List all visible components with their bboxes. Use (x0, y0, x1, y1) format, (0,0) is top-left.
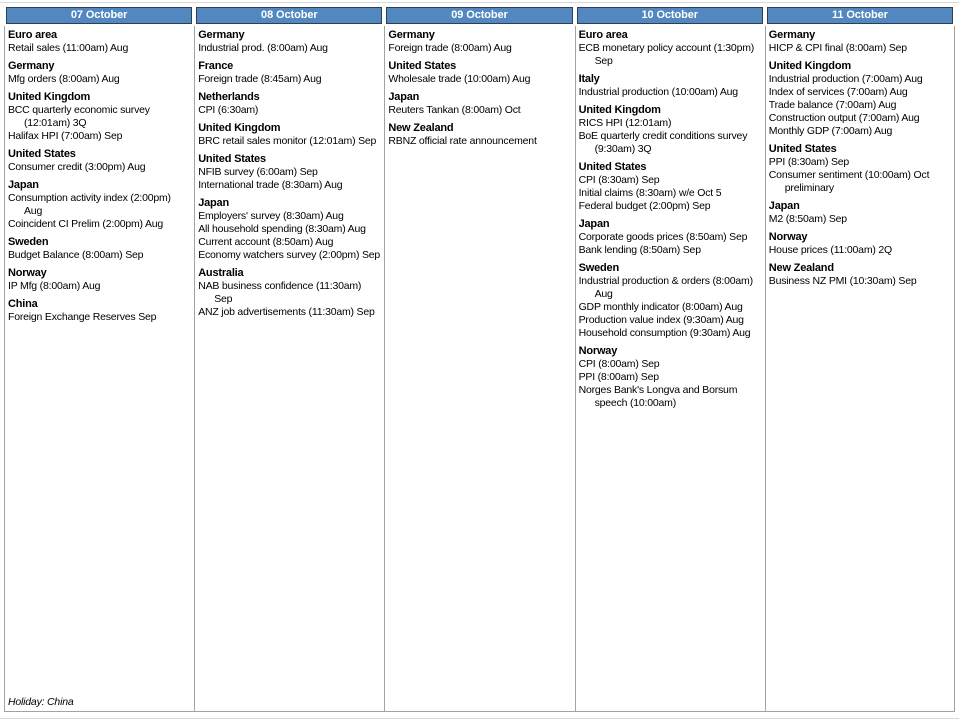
country-heading: Japan (8, 179, 39, 191)
day-header: 09 October (386, 7, 572, 24)
country-heading: Germany (768, 29, 816, 41)
day-column (384, 7, 574, 712)
country-group (769, 226, 950, 257)
event-item: HICP & CPI final (8:00am) Sep (768, 42, 907, 54)
country-heading: France (198, 60, 234, 72)
country-group (8, 27, 190, 55)
country-group (198, 27, 380, 55)
country-group (769, 195, 950, 226)
event-item: Federal budget (2:00pm) Sep (578, 200, 711, 212)
event-item: CPI (8:00am) Sep (578, 358, 660, 370)
event-item: Trade balance (7:00am) Aug (768, 99, 897, 111)
country-group (8, 86, 190, 143)
event-item: House prices (11:00am) 2Q (768, 244, 892, 256)
country-group (388, 55, 570, 86)
country-heading: Germany (388, 29, 435, 41)
event-item: Construction output (7:00am) Aug (768, 112, 920, 124)
event-item: ECB monetary policy account (1:30pm) Sep (578, 42, 755, 67)
event-item: Bank lending (8:50am) Sep (578, 244, 701, 256)
day-header: 08 October (196, 7, 382, 24)
country-heading: United States (388, 60, 457, 72)
event-item: CPI (6:30am) (198, 104, 259, 116)
event-item: BoE quarterly credit conditions survey (9:30am) 3Q (578, 130, 748, 155)
event-item: BCC quarterly economic survey (12:01am) 3Q (8, 104, 150, 129)
country-group (198, 55, 380, 86)
country-heading: New Zealand (388, 122, 454, 134)
calendar-grid (4, 7, 955, 712)
event-item: Initial claims (8:30am) w/e Oct 5 (578, 187, 722, 199)
country-group (579, 213, 761, 257)
event-item: Industrial production (7:00am) Aug (768, 73, 923, 85)
event-item: Consumer credit (3:00pm) Aug (8, 161, 146, 173)
day-events-cell (575, 26, 765, 712)
country-group (198, 148, 380, 192)
country-group (769, 138, 950, 195)
event-item: Foreign Exchange Reserves Sep (8, 311, 157, 323)
event-item: BRC retail sales monitor (12:01am) Sep (198, 135, 377, 147)
country-group (579, 257, 761, 340)
holiday-note: Holiday: China (8, 696, 74, 708)
country-group (579, 156, 761, 213)
day-events-cell (194, 26, 384, 712)
event-item: Budget Balance (8:00am) Sep (8, 249, 144, 261)
country-heading: Japan (578, 218, 610, 230)
country-group (8, 174, 190, 231)
country-group (769, 257, 950, 288)
event-item: Corporate goods prices (8:50am) Sep (578, 231, 748, 243)
event-item: ANZ job advertisements (11:30am) Sep (198, 306, 375, 318)
event-item: Foreign trade (8:00am) Aug (388, 42, 512, 54)
event-item: PPI (8:00am) Sep (578, 371, 659, 383)
event-item: Consumption activity index (2:00pm) Aug (8, 192, 171, 217)
day-events-cell (4, 26, 194, 712)
country-group (198, 192, 380, 262)
day-header: 11 October (767, 7, 953, 24)
country-group (579, 99, 761, 156)
country-heading: United Kingdom (578, 104, 661, 116)
event-item: Employers' survey (8:30am) Aug (198, 210, 344, 222)
event-item: Consumer sentiment (10:00am) Oct preliminary (768, 169, 930, 194)
country-heading: Japan (388, 91, 420, 103)
country-group (388, 86, 570, 117)
event-item: Household consumption (9:30am) Aug (578, 327, 751, 339)
event-item: Industrial production (10:00am) Aug (578, 86, 738, 98)
event-item: Production value index (9:30am) Aug (578, 314, 744, 326)
country-heading: United States (8, 148, 76, 160)
event-item: M2 (8:50am) Sep (768, 213, 847, 225)
country-heading: Euro area (578, 29, 628, 41)
country-heading: Germany (8, 60, 55, 72)
event-item: Reuters Tankan (8:00am) Oct (388, 104, 521, 116)
day-events-cell (765, 26, 955, 712)
country-group (198, 262, 380, 319)
country-group (8, 231, 190, 262)
country-heading: Sweden (8, 236, 49, 248)
country-group (769, 27, 950, 55)
event-item: Business NZ PMI (10:30am) Sep (768, 275, 917, 287)
country-group (388, 117, 570, 148)
event-item: Mfg orders (8:00am) Aug (8, 73, 120, 85)
event-item: Foreign trade (8:45am) Aug (198, 73, 322, 85)
country-heading: China (8, 298, 38, 310)
country-group (8, 262, 190, 293)
country-heading: Norway (8, 267, 47, 279)
country-heading: Japan (768, 200, 800, 212)
event-item: Wholesale trade (10:00am) Aug (388, 73, 531, 85)
country-heading: Australia (198, 267, 244, 279)
event-item: RICS HPI (12:01am) (578, 117, 672, 129)
event-item: GDP monthly indicator (8:00am) Aug (578, 301, 743, 313)
country-heading: Sweden (578, 262, 619, 274)
event-item: Economy watchers survey (2:00pm) Sep (198, 249, 381, 261)
country-group (388, 27, 570, 55)
country-heading: United Kingdom (8, 91, 91, 103)
event-item: Halifax HPI (7:00am) Sep (8, 130, 123, 142)
country-group (198, 86, 380, 117)
event-item: Retail sales (11:00am) Aug (8, 42, 129, 54)
day-column (4, 7, 194, 712)
country-heading: Euro area (8, 29, 57, 41)
country-heading: Japan (198, 197, 229, 209)
day-column (194, 7, 384, 712)
event-item: Industrial prod. (8:00am) Aug (198, 42, 328, 54)
event-item: NFIB survey (6:00am) Sep (198, 166, 318, 178)
country-heading: United States (198, 153, 266, 165)
country-group (8, 143, 190, 174)
country-group (8, 55, 190, 86)
country-heading: Netherlands (198, 91, 260, 103)
country-group (579, 27, 761, 68)
event-item: International trade (8:30am) Aug (198, 179, 343, 191)
country-group (8, 293, 190, 324)
country-heading: United States (578, 161, 647, 173)
country-heading: United Kingdom (198, 122, 281, 134)
country-group (579, 340, 761, 410)
event-item: RBNZ official rate announcement (388, 135, 537, 147)
event-item: Index of services (7:00am) Aug (768, 86, 908, 98)
event-item: Industrial production & orders (8:00am) Aug (578, 275, 753, 300)
country-group (198, 117, 380, 148)
country-heading: Norway (768, 231, 808, 243)
country-group (579, 68, 761, 99)
event-item: All household spending (8:30am) Aug (198, 223, 366, 235)
calendar-table (0, 2, 959, 719)
country-heading: United States (768, 143, 837, 155)
event-item: IP Mfg (8:00am) Aug (8, 280, 101, 292)
country-heading: Norway (578, 345, 618, 357)
day-events-cell (384, 26, 574, 712)
day-header: 07 October (6, 7, 192, 24)
day-header: 10 October (577, 7, 763, 24)
event-item: Monthly GDP (7:00am) Aug (768, 125, 893, 137)
country-heading: Italy (578, 73, 600, 85)
day-column (575, 7, 765, 712)
country-group (769, 55, 950, 138)
event-item: PPI (8:30am) Sep (768, 156, 850, 168)
event-item: Current account (8:50am) Aug (198, 236, 334, 248)
country-heading: United Kingdom (768, 60, 851, 72)
event-item: NAB business confidence (11:30am) Sep (198, 280, 362, 305)
country-heading: Germany (198, 29, 245, 41)
event-item: Coincident CI Prelim (2:00pm) Aug (8, 218, 164, 230)
event-item: CPI (8:30am) Sep (578, 174, 660, 186)
country-heading: New Zealand (768, 262, 834, 274)
day-column (765, 7, 955, 712)
event-item: Norges Bank's Longva and Borsum speech (10:00am) (578, 384, 738, 409)
